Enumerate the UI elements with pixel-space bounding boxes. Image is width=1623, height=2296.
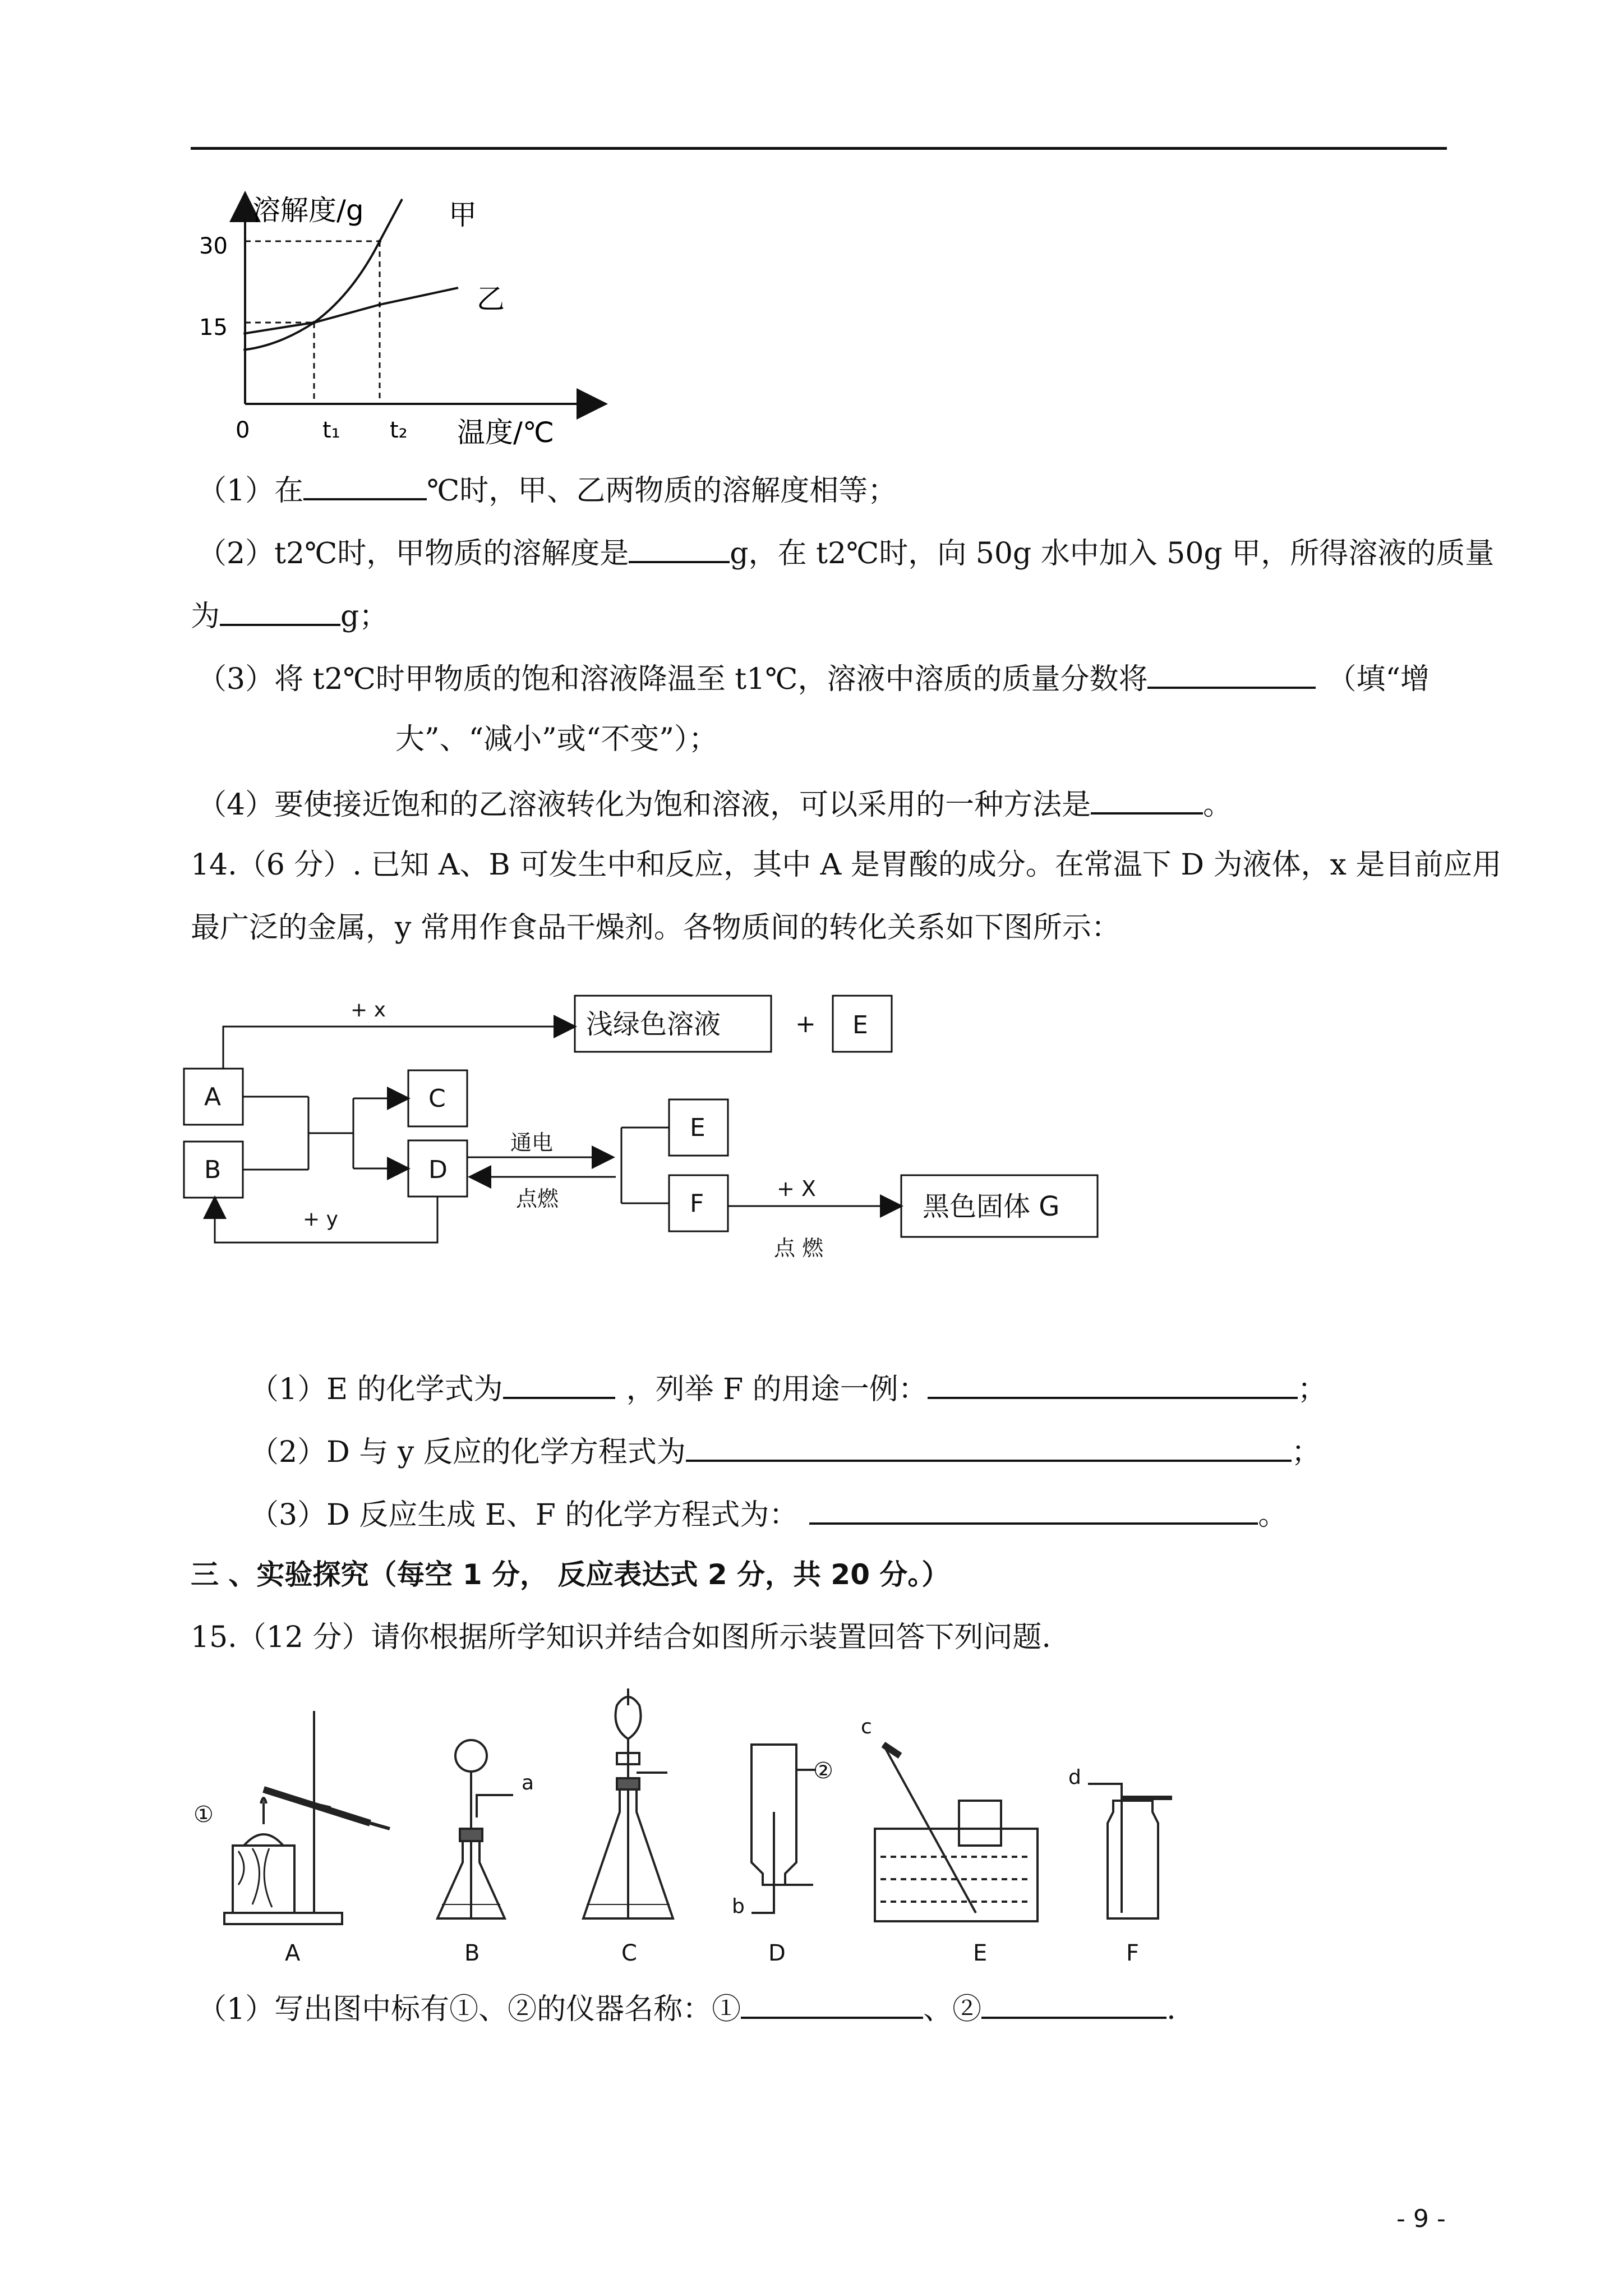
data-point-yi-2 xyxy=(378,303,381,306)
label-ignite-spaced: 点 燃 xyxy=(774,1236,824,1260)
label-ignite: 点燃 xyxy=(516,1186,559,1211)
q13-part2 xyxy=(197,533,1494,572)
q14-sub2 xyxy=(250,1432,1321,1470)
q15-s1-a: （1）写出图中标有①、②的仪器名称：① xyxy=(197,1993,741,2026)
answer-blank xyxy=(1091,784,1203,815)
apparatus-B xyxy=(437,1740,513,1918)
section-3-heading: 三 、实验探究（每空 1 分， 反应表达式 2 分，共 20 分。） xyxy=(191,1558,950,1591)
q13-p2-b: g，在 t2℃时，向 50g 水中加入 50g 甲，所得溶液的质量 xyxy=(730,537,1495,570)
q13-p4-a: （4）要使接近饱和的乙溶液转化为饱和溶液，可以采用的一种方法是 xyxy=(197,788,1091,822)
label-circle-1: ① xyxy=(193,1802,214,1828)
q13-part1 xyxy=(197,470,897,509)
y-axis-label: 溶解度/g xyxy=(252,194,364,227)
q13-p2-a: （2）t2℃时，甲物质的溶解度是 xyxy=(197,537,629,570)
q13-p2-d: g； xyxy=(340,600,389,633)
y-tick-label-15: 15 xyxy=(199,315,228,341)
apparatus-E xyxy=(875,1745,1038,1921)
label-C: C xyxy=(621,1940,637,1966)
label-green-solution: 浅绿色溶液 xyxy=(586,1009,721,1040)
series-label-yi: 乙 xyxy=(477,283,505,315)
apparatus-A xyxy=(224,1711,390,1924)
apparatus-F xyxy=(1088,1784,1172,1918)
answer-blank xyxy=(928,1369,1298,1399)
series-label-jia: 甲 xyxy=(449,199,477,231)
lab-apparatus-figure xyxy=(191,1677,1178,1980)
label-B: B xyxy=(204,1156,222,1184)
label-electrolysis: 通电 xyxy=(510,1130,554,1155)
q14-s1-b: ，列举 F 的用途一例： xyxy=(626,1373,928,1406)
q13-p4-b: 。 xyxy=(1203,788,1233,822)
label-E-top: E xyxy=(852,1011,868,1039)
label-D: D xyxy=(428,1156,448,1184)
series-curve-yi xyxy=(245,288,458,333)
label-b: b xyxy=(732,1895,745,1918)
q14-s1-a: （1）E 的化学式为 xyxy=(250,1373,503,1406)
q14-s3-a: （3）D 反应生成 E、F 的化学方程式为： xyxy=(250,1498,799,1532)
q13-part3-cont xyxy=(395,721,718,757)
label-plus-y: + y xyxy=(303,1208,338,1231)
q14-stem-line1: 14.（6 分）. 已知 A、B 可发生中和反应，其中 A 是胃酸的成分。在常温下 D 为液体，x 是目前应用 xyxy=(191,848,1502,882)
apparatus-D xyxy=(751,1745,816,1913)
solubility-chart xyxy=(191,185,628,449)
q13-p3-a: （3）将 t2℃时甲物质的饱和溶液降温至 t1℃，溶液中溶质的质量分数将 xyxy=(197,662,1148,696)
apparatus-C xyxy=(583,1688,673,1918)
header-rule xyxy=(191,147,1447,150)
q14-sub3 xyxy=(250,1494,1287,1533)
answer-blank xyxy=(303,470,427,500)
label-d: d xyxy=(1068,1766,1081,1789)
q15-stem: 15.（12 分）请你根据所学知识并结合如图所示装置回答下列问题. xyxy=(191,1621,1051,1654)
page-number: - 9 - xyxy=(1396,2205,1446,2233)
answer-blank xyxy=(220,596,340,626)
label-plus-x-top: + x xyxy=(351,999,386,1022)
q13-p1-a: （1）在 xyxy=(197,474,304,508)
q15-s1-c: . xyxy=(1166,1993,1176,2026)
label-C: C xyxy=(428,1084,446,1113)
q14-s2-a: （2）D 与 y 反应的化学方程式为 xyxy=(250,1435,686,1469)
q13-p3-c: 大”、“减小”或“不变”）； xyxy=(395,723,718,756)
label-a: a xyxy=(522,1772,534,1795)
answer-blank xyxy=(741,1989,923,2019)
answer-blank xyxy=(809,1494,1258,1525)
answer-blank xyxy=(503,1369,615,1399)
label-D: D xyxy=(768,1940,786,1966)
label-plus: + xyxy=(795,1010,816,1038)
q15-sub1 xyxy=(197,1989,1176,2027)
answer-blank xyxy=(686,1432,1292,1462)
origin-label: 0 xyxy=(236,417,250,443)
label-black-solid-G: 黑色固体 G xyxy=(923,1191,1060,1222)
label-circle-2: ② xyxy=(813,1758,833,1784)
label-plus-X: + X xyxy=(777,1176,816,1201)
label-A: A xyxy=(285,1940,301,1966)
data-point-yi-0 xyxy=(243,332,247,335)
label-c: c xyxy=(861,1715,872,1738)
label-F: F xyxy=(1126,1940,1140,1966)
label-B: B xyxy=(464,1940,480,1966)
x-tick-label-t1: t₁ xyxy=(322,417,340,443)
transformation-diagram xyxy=(168,987,1133,1290)
answer-blank xyxy=(981,1989,1166,2019)
q15-s1-b: 、② xyxy=(923,1993,982,2026)
q14-s1-c: ； xyxy=(1297,1373,1327,1406)
data-point-jia-0 xyxy=(243,348,247,351)
q13-p3-b: （填“增 xyxy=(1327,662,1430,696)
q14-stem-line2: 最广泛的金属，y 常用作食品干燥剂。各物质间的转化关系如下图所示： xyxy=(191,911,1121,945)
data-point-jia-2 xyxy=(378,240,381,243)
label-E: E xyxy=(690,1114,706,1142)
label-F: F xyxy=(690,1189,704,1218)
q13-part2-cont xyxy=(191,596,388,634)
label-A: A xyxy=(204,1083,222,1111)
arrow-A-to-green-solution xyxy=(223,1027,572,1069)
q13-part3 xyxy=(197,659,1430,697)
q13-p1-b: ℃时，甲、乙两物质的溶解度相等； xyxy=(427,474,897,508)
q14-sub1 xyxy=(250,1369,1327,1407)
x-axis-label: 温度/℃ xyxy=(457,416,554,449)
q13-part4 xyxy=(197,784,1232,823)
x-tick-label-t2: t₂ xyxy=(390,417,408,443)
y-tick-label-30: 30 xyxy=(199,233,228,259)
data-point-yi-1 xyxy=(312,321,316,324)
q13-p2-c: 为 xyxy=(191,600,220,633)
answer-blank xyxy=(629,533,730,563)
q14-s2-b: ； xyxy=(1291,1435,1321,1469)
answer-blank xyxy=(1147,659,1316,689)
label-E: E xyxy=(973,1940,988,1966)
q14-s3-b: 。 xyxy=(1258,1498,1288,1532)
